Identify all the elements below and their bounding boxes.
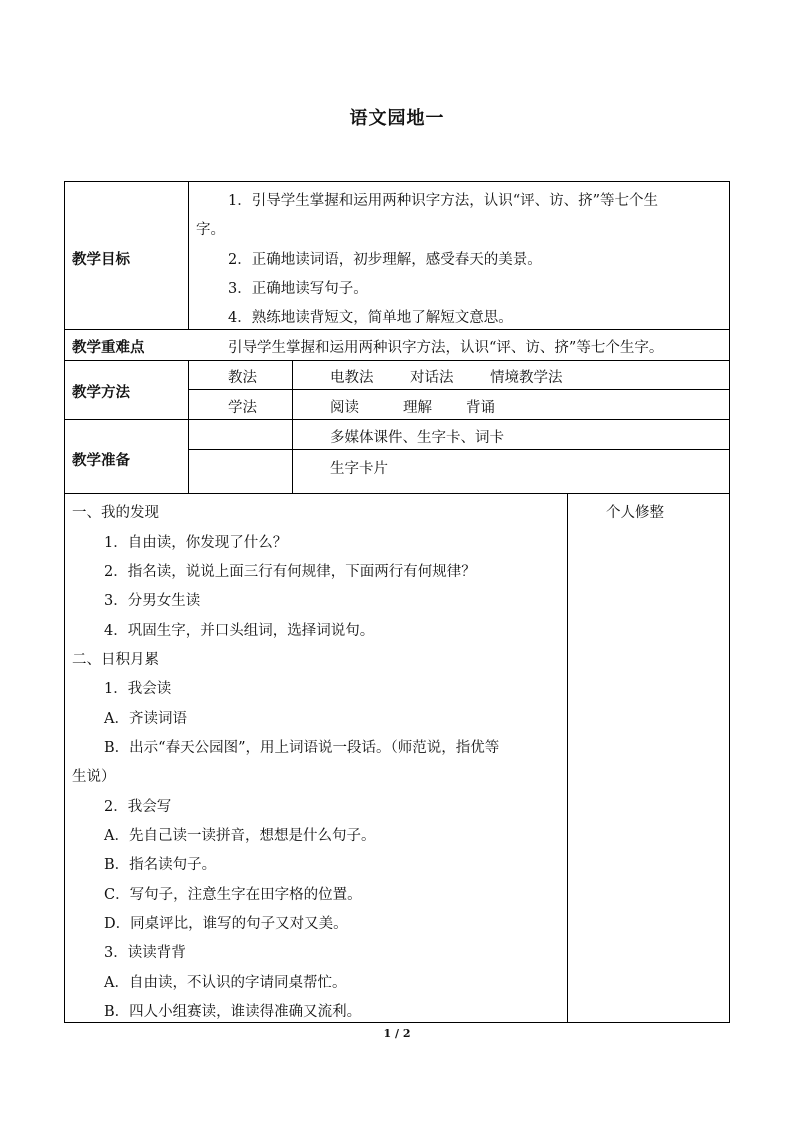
process-line: 3．读读背背 — [104, 945, 186, 961]
teach-method-item: 对话法 — [410, 370, 454, 386]
goal-line: 字。 — [196, 222, 225, 238]
process-line: A．先自己读一读拼音，想想是什么句子。 — [104, 828, 376, 844]
process-line: B．四人小组赛读，谁读得准确又流利。 — [104, 1004, 362, 1020]
process-line: A．齐读词语 — [104, 711, 187, 727]
difficulty-text: 引导学生掌握和运用两种识字方法，认识“评、访、挤”等七个生字。 — [228, 340, 664, 356]
process-line: C．写句子，注意生字在田字格的位置。 — [104, 887, 362, 903]
column-divider — [188, 360, 189, 493]
process-line: B．出示“春天公园图”，用上词语说一段话。（师范说，指优等 — [104, 740, 500, 756]
process-line: B．指名读句子。 — [104, 857, 217, 873]
page-number: 1 / 2 — [383, 1027, 411, 1040]
row-divider — [64, 419, 730, 420]
teach-method-item: 情境教学法 — [490, 370, 563, 386]
process-line: 生说） — [72, 769, 116, 785]
process-line: 1．自由读，你发现了什么？ — [104, 535, 288, 551]
row-divider — [188, 449, 730, 450]
prep-item: 生字卡片 — [330, 461, 388, 477]
process-line: 3．分男女生读 — [104, 593, 201, 609]
teach-method-label: 教法 — [228, 370, 257, 386]
process-line: 4．巩固生字，并口头组词，选择词说句。 — [104, 623, 375, 639]
difficulty-label: 教学重难点 — [72, 340, 145, 356]
process-line: 2．指名读，说说上面三行有何规律，下面两行有何规律？ — [104, 564, 476, 580]
page-title: 语文园地一 — [349, 108, 445, 129]
row-divider — [64, 493, 730, 494]
process-line: D．同桌评比，谁写的句子又对又美。 — [104, 916, 348, 932]
goal-line: 3．正确地读写句子。 — [228, 281, 368, 297]
learn-method-item: 理解 — [403, 400, 432, 416]
row-divider — [64, 329, 730, 330]
process-line: 1．我会读 — [104, 681, 172, 697]
goal-line: 4．熟练地读背短文，简单地了解短文意思。 — [228, 310, 513, 326]
column-divider — [567, 493, 568, 1023]
row-divider — [188, 389, 730, 390]
learn-method-label: 学法 — [228, 400, 257, 416]
learn-method-item: 背诵 — [466, 400, 495, 416]
column-divider — [188, 181, 189, 329]
side-column-label: 个人修整 — [606, 505, 664, 521]
row-divider — [64, 360, 730, 361]
process-line: A．自由读，不认识的字请同桌帮忙。 — [104, 975, 347, 991]
goal-line: 1．引导学生掌握和运用两种识字方法，认识“评、访、挤”等七个生 — [228, 193, 659, 209]
prep-label: 教学准备 — [72, 453, 130, 469]
goals-label: 教学目标 — [72, 252, 130, 268]
column-divider — [292, 360, 293, 493]
process-line: 二、日积月累 — [72, 652, 159, 668]
prep-item: 多媒体课件、生字卡、词卡 — [330, 430, 504, 446]
learn-method-item: 阅读 — [330, 400, 359, 416]
methods-label: 教学方法 — [72, 385, 130, 401]
process-line: 一、我的发现 — [72, 505, 159, 521]
process-line: 2．我会写 — [104, 799, 172, 815]
goal-line: 2．正确地读词语，初步理解，感受春天的美景。 — [228, 252, 542, 268]
teach-method-item: 电教法 — [330, 370, 374, 386]
